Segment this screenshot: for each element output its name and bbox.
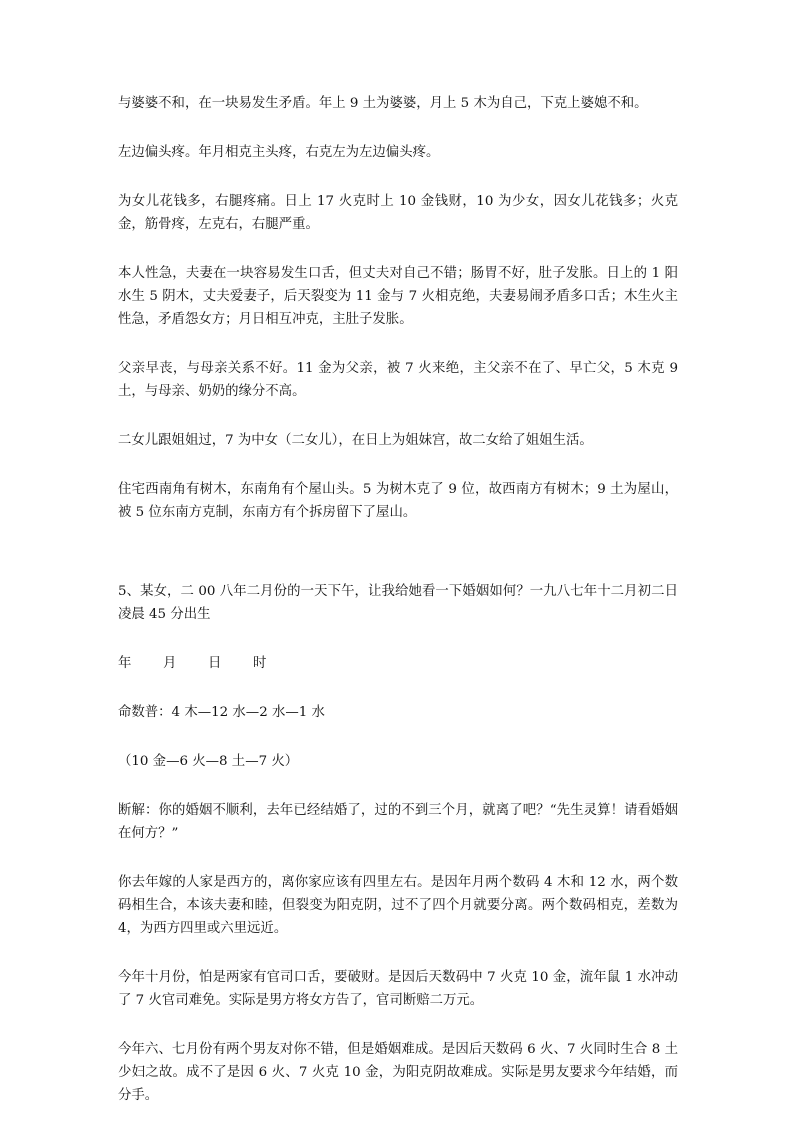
paragraph-mother-in-law: 与婆婆不和，在一块易发生矛盾。年上 9 土为婆婆，月上 5 木为自己，下克上婆媳不和。 [118,96,648,111]
paragraph-father: 父亲早丧，与母亲关系不好。11 金为父亲，被 7 火来绝，主父亲不在了、早亡父，5 木克 9 土，与母亲、奶奶的缘分不高。 [118,361,678,399]
paragraph-west-marriage: 你去年嫁的人家是西方的，离你家应该有四里左右。是因年月两个数码 4 木和 12 水，两个数码相生合，本该夫妻和睦，但裂变为阳克阴，过不了四个月就要分离。两个数码相克，差数为 4，为西方四里或六里远近。 [118,875,678,936]
paragraph-lawsuit: 今年十月份，怕是两家有官司口舌，要破财。是因后天数码中 7 火克 10 金，流年鼠 1 水冲动了 7 火官司难免。实际是男方将女方告了，官司断赔二万元。 [118,970,678,1008]
case-intro: 5、某女，二 00 八年二月份的一天下午，让我给她看一下婚姻如何？一九八七年十二月初二日凌晨 45 分出生 [118,584,678,622]
paragraph-judgement: 断解：你的婚姻不顺利，去年已经结婚了，过的不到三个月，就离了吧？“先生灵算！请看婚姻在何方？” [118,803,678,841]
column-day: 日 [208,656,222,671]
paragraph-boyfriends: 今年六、七月份有两个男友对你不错，但是婚姻难成。是因后天数码 6 火、7 火同时生合 8 土少妇之故。成不了是因 6 火、7 火克 10 金，为阳克阴故难成。实际是男友要求今年结婚，而分手。 [118,1042,678,1103]
numbers-line: 命数普：4 木—12 水—2 水—1 水 [118,705,325,720]
document-page [118,92,678,1107]
column-month: 月 [163,656,177,671]
pillar-header [118,652,678,675]
column-year: 年 [118,656,132,671]
paragraph-residence: 住宅西南角有树木，东南角有个屋山头。5 为树木克了 9 位，故西南方有树木；9 土为屋山，被 5 位东南方克制，东南方有个拆房留下了屋山。 [118,482,678,520]
paragraph-second-daughter: 二女儿跟姐姐过，7 为中女（二女儿），在日上为姐妹宫，故二女给了姐姐生活。 [118,433,593,448]
paragraph-temperament: 本人性急，夫妻在一块容易发生口舌，但丈夫对自己不错；肠胃不好，肚子发胀。日上的 1 阳水生 5 阴木，丈夫爱妻子，后天裂变为 11 金与 7 火相克绝，夫妻易闹矛盾多口舌；木生火主性急，矛盾怨女方；月日相互冲克，主肚子发胀。 [118,266,678,327]
derived-numbers-line: （10 金—6 火—8 土—7 火） [118,754,299,769]
paragraph-headache: 左边偏头疼。年月相克主头疼，右克左为左边偏头疼。 [118,145,440,160]
paragraph-daughter-money: 为女儿花钱多，右腿疼痛。日上 17 火克时上 10 金钱财，10 为少女，因女儿花钱多；火克金，筋骨疼，左克右，右腿严重。 [118,194,678,232]
column-hour: 时 [253,656,267,671]
